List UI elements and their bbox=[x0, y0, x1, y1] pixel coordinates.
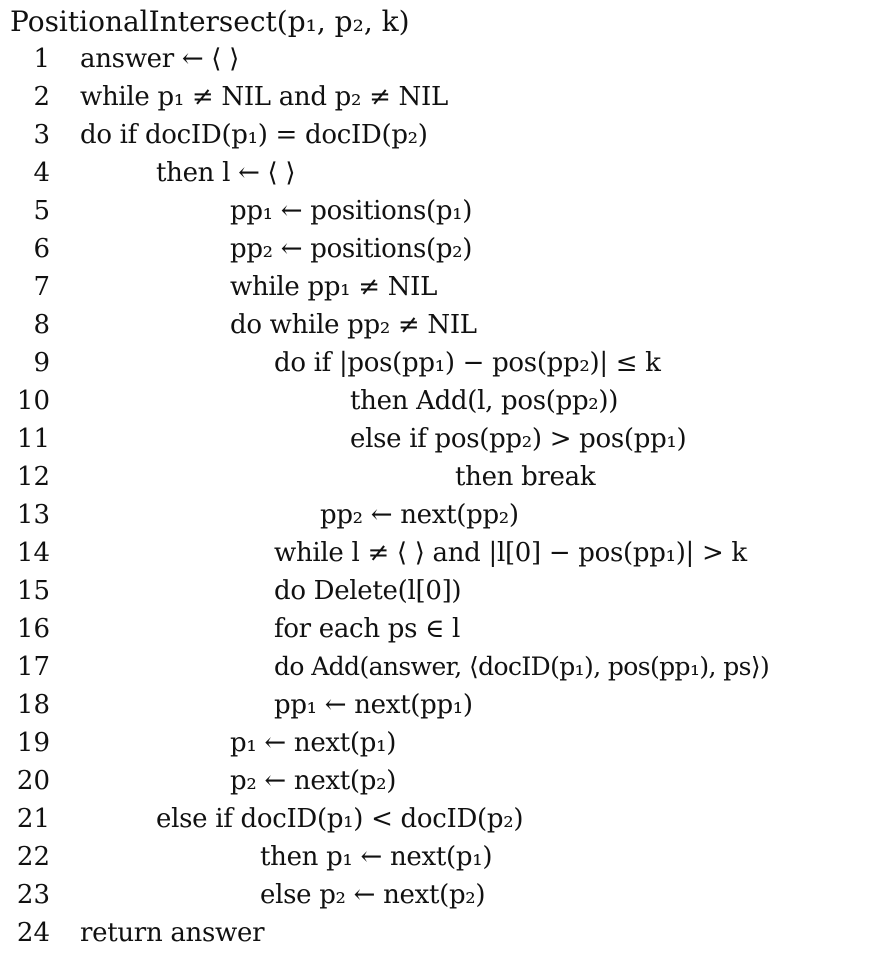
line-number: 15 bbox=[16, 576, 50, 606]
line-number: 1 bbox=[33, 44, 50, 74]
code-line bbox=[0, 880, 890, 916]
line-number: 14 bbox=[16, 538, 50, 568]
line-code: answer ← ⟨ ⟩ bbox=[80, 44, 239, 74]
line-code: else if docID(p₁) < docID(p₂) bbox=[156, 804, 524, 834]
line-code: do if docID(p₁) = docID(p₂) bbox=[80, 120, 428, 150]
code-line bbox=[0, 82, 890, 118]
line-number: 4 bbox=[33, 158, 50, 188]
line-number: 7 bbox=[33, 272, 50, 302]
line-code: do Add(answer, ⟨docID(p₁), pos(pp₁), ps⟩) bbox=[274, 652, 770, 681]
line-code: then break bbox=[455, 462, 596, 492]
line-number: 12 bbox=[16, 462, 50, 492]
line-number: 5 bbox=[33, 196, 50, 226]
line-code: else if pos(pp₂) > pos(pp₁) bbox=[350, 424, 687, 454]
line-number: 17 bbox=[16, 652, 50, 682]
line-code: do Delete(l[0]) bbox=[274, 576, 462, 606]
code-line bbox=[0, 538, 890, 574]
code-line bbox=[0, 272, 890, 308]
code-line bbox=[0, 804, 890, 840]
code-line bbox=[0, 766, 890, 802]
line-code: pp₁ ← next(pp₁) bbox=[274, 690, 473, 720]
line-number: 19 bbox=[16, 728, 50, 758]
code-line bbox=[0, 690, 890, 726]
line-code: while pp₁ ≠ NIL bbox=[230, 272, 438, 302]
code-line bbox=[0, 614, 890, 650]
line-number: 8 bbox=[33, 310, 50, 340]
line-code: else p₂ ← next(p₂) bbox=[260, 880, 486, 910]
line-number: 23 bbox=[16, 880, 50, 910]
line-code: do while pp₂ ≠ NIL bbox=[230, 310, 477, 340]
line-number: 20 bbox=[16, 766, 50, 796]
line-number: 3 bbox=[33, 120, 50, 150]
line-code: for each ps ∈ l bbox=[274, 614, 461, 644]
code-line bbox=[0, 158, 890, 194]
code-line bbox=[0, 310, 890, 346]
line-number: 16 bbox=[16, 614, 50, 644]
line-code: then p₁ ← next(p₁) bbox=[260, 842, 493, 872]
code-line bbox=[0, 728, 890, 764]
line-code: pp₁ ← positions(p₁) bbox=[230, 196, 473, 226]
code-line bbox=[0, 424, 890, 460]
code-line bbox=[0, 234, 890, 270]
code-line bbox=[0, 348, 890, 384]
code-line bbox=[0, 842, 890, 878]
algorithm-title: PositionalIntersect(p₁, p₂, k) bbox=[10, 5, 410, 38]
code-line bbox=[0, 44, 890, 80]
line-code: while p₁ ≠ NIL and p₂ ≠ NIL bbox=[80, 82, 448, 112]
line-code: p₁ ← next(p₁) bbox=[230, 728, 397, 758]
line-number: 22 bbox=[16, 842, 50, 872]
line-code: return answer bbox=[80, 918, 265, 948]
line-number: 18 bbox=[16, 690, 50, 720]
code-line bbox=[0, 652, 890, 688]
code-line bbox=[0, 500, 890, 536]
line-code: then l ← ⟨ ⟩ bbox=[156, 158, 296, 188]
line-number: 11 bbox=[16, 424, 50, 454]
line-code: p₂ ← next(p₂) bbox=[230, 766, 397, 796]
code-line bbox=[0, 576, 890, 612]
line-code: pp₂ ← positions(p₂) bbox=[230, 234, 473, 264]
code-line bbox=[0, 918, 890, 954]
line-code: pp₂ ← next(pp₂) bbox=[320, 500, 519, 530]
line-number: 10 bbox=[16, 386, 50, 416]
line-number: 24 bbox=[16, 918, 50, 948]
line-code: do if |pos(pp₁) − pos(pp₂)| ≤ k bbox=[274, 348, 661, 378]
code-line bbox=[0, 386, 890, 422]
line-code: then Add(l, pos(pp₂)) bbox=[350, 386, 619, 416]
line-number: 2 bbox=[33, 82, 50, 112]
code-line bbox=[0, 462, 890, 498]
code-line bbox=[0, 120, 890, 156]
line-code: while l ≠ ⟨ ⟩ and |l[0] − pos(pp₁)| > k bbox=[274, 538, 747, 568]
line-number: 13 bbox=[16, 500, 50, 530]
line-number: 6 bbox=[33, 234, 50, 264]
code-line bbox=[0, 196, 890, 232]
line-number: 21 bbox=[16, 804, 50, 834]
line-number: 9 bbox=[33, 348, 50, 378]
